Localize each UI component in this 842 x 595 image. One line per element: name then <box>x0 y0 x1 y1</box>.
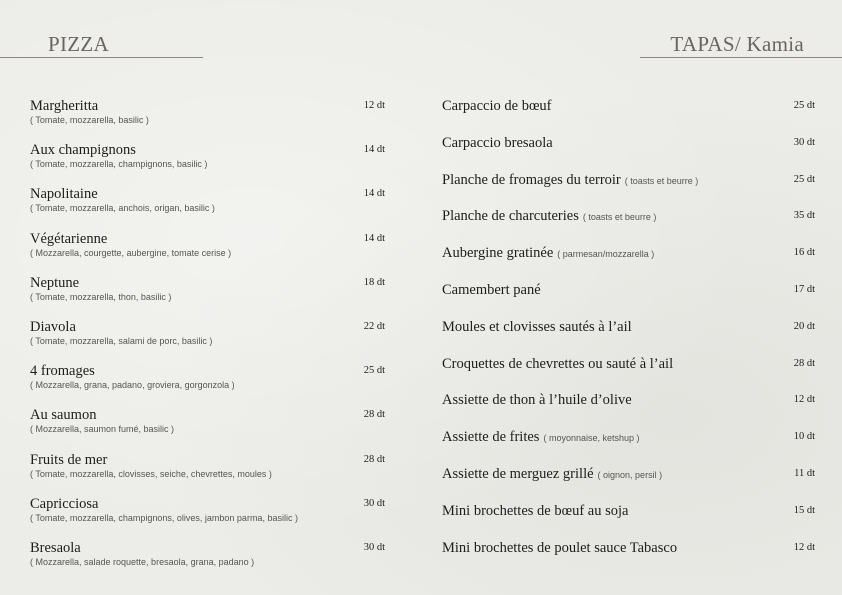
tapas-name: Camembert pané <box>442 281 541 298</box>
pizza-ingredients: ( Tomate, mozzarella, thon, basilic ) <box>30 291 172 302</box>
pizza-ingredients: ( Tomate, mozzarella, champignons, olives, jambon parma, basilic ) <box>30 512 298 523</box>
tapas-name: Croquettes de chevrettes ou sauté à l’ail <box>442 355 674 372</box>
tapas-price: 25 dt <box>793 100 815 111</box>
pizza-name: Capricciosa <box>30 495 99 512</box>
tapas-price: 15 dt <box>793 504 815 516</box>
tapas-menu-item <box>442 318 815 355</box>
pizza-name: Margheritta <box>30 98 99 114</box>
pizza-ingredients: ( Tomate, mozzarella, anchois, origan, basilic ) <box>30 203 215 214</box>
pizza-name: 4 fromages <box>30 363 95 380</box>
pizza-ingredients: ( Mozzarella, saumon fumé, basilic ) <box>30 424 175 435</box>
pizza-menu-item <box>30 230 385 274</box>
pizza-price: 30 dt <box>363 541 385 553</box>
tapas-menu-item <box>442 355 815 392</box>
tapas-menu-item <box>442 97 815 134</box>
pizza-name: Diavola <box>30 318 76 335</box>
pizza-price: 28 dt <box>363 453 385 465</box>
tapas-note: ( toasts et beurre ) <box>582 212 657 223</box>
pizza-price: 22 dt <box>363 320 385 332</box>
pizza-menu-item <box>30 539 385 583</box>
tapas-name: Carpaccio de bœuf <box>442 98 552 114</box>
pizza-ingredients: ( Tomate, mozzarella, basilic ) <box>30 115 149 125</box>
pizza-price: 25 dt <box>363 365 385 377</box>
pizza-ingredients: ( Mozzarella, courgette, aubergine, tomate cerise ) <box>30 247 232 258</box>
pizza-name: Aux champignons <box>30 142 136 159</box>
tapas-menu-item <box>442 465 815 502</box>
pizza-price: 30 dt <box>363 497 385 509</box>
pizza-menu-item <box>30 141 385 185</box>
tapas-name: Assiette de merguez grillé <box>442 465 594 482</box>
pizza-name: Napolitaine <box>30 186 98 203</box>
pizza-ingredients: ( Tomate, mozzarella, clovisses, seiche, chevrettes, moules ) <box>30 468 272 479</box>
tapas-title-divider <box>640 57 842 58</box>
tapas-note: ( parmesan/mozzarella ) <box>557 249 655 260</box>
pizza-section-title: PIZZA <box>48 32 109 56</box>
tapas-menu-list <box>442 97 815 575</box>
tapas-name: Carpaccio bresaola <box>442 134 553 151</box>
pizza-menu-item <box>30 318 385 362</box>
pizza-title-divider <box>0 57 203 58</box>
pizza-ingredients: ( Tomate, mozzarella, salami de porc, basilic ) <box>30 335 213 346</box>
pizza-price: 14 dt <box>363 232 385 244</box>
pizza-price: 14 dt <box>363 144 385 156</box>
tapas-note: ( moyonnaise, ketshup ) <box>543 433 640 444</box>
pizza-menu-item <box>30 495 385 539</box>
pizza-name: Végétarienne <box>30 230 108 247</box>
tapas-name: Planche de fromages du terroir <box>442 171 621 188</box>
pizza-menu-item <box>30 97 385 141</box>
pizza-name: Bresaola <box>30 539 81 556</box>
tapas-price: 30 dt <box>793 136 815 148</box>
tapas-name: Mini brochettes de bœuf au soja <box>442 502 629 519</box>
tapas-price: 12 dt <box>793 541 815 553</box>
tapas-price: 25 dt <box>793 173 815 185</box>
tapas-price: 12 dt <box>793 394 815 406</box>
tapas-menu-item <box>442 502 815 539</box>
tapas-price: 20 dt <box>793 320 815 332</box>
tapas-name: Planche de charcuteries <box>442 208 579 225</box>
tapas-price: 28 dt <box>793 357 815 369</box>
tapas-name: Aubergine gratinée <box>442 245 554 262</box>
pizza-ingredients: ( Tomate, mozzarella, champignons, basilic ) <box>30 159 208 170</box>
pizza-menu-item <box>30 406 385 450</box>
tapas-note: ( toasts et beurre ) <box>624 175 699 186</box>
tapas-price: 16 dt <box>793 247 815 259</box>
tapas-price: 17 dt <box>793 283 815 295</box>
tapas-menu-item <box>442 281 815 318</box>
tapas-menu-item <box>442 207 815 244</box>
pizza-menu-item <box>30 451 385 495</box>
tapas-section-title: TAPAS/ Kamia <box>670 32 804 56</box>
tapas-name: Moules et clovisses sautés à l’ail <box>442 318 632 335</box>
tapas-menu-item <box>442 428 815 465</box>
tapas-name: Mini brochettes de poulet sauce Tabasco <box>442 539 678 556</box>
pizza-price: 12 dt <box>363 100 385 111</box>
tapas-menu-item <box>442 539 815 576</box>
pizza-ingredients: ( Mozzarella, grana, padano, groviera, gorgonzola ) <box>30 380 235 391</box>
tapas-menu-item <box>442 244 815 281</box>
pizza-price: 28 dt <box>363 409 385 421</box>
pizza-menu-item <box>30 362 385 406</box>
pizza-price: 14 dt <box>363 188 385 200</box>
tapas-price: 10 dt <box>793 431 815 443</box>
pizza-menu-item <box>30 274 385 318</box>
pizza-name: Neptune <box>30 274 80 291</box>
tapas-note: ( oignon, persil ) <box>597 469 663 480</box>
tapas-menu-item <box>442 391 815 428</box>
pizza-price: 18 dt <box>363 276 385 288</box>
tapas-name: Assiette de thon à l’huile d’olive <box>442 392 632 409</box>
tapas-price: 11 dt <box>794 467 815 479</box>
tapas-menu-item <box>442 171 815 208</box>
tapas-name: Assiette de frites <box>442 429 540 446</box>
pizza-menu-list <box>30 97 385 583</box>
pizza-name: Au saumon <box>30 407 97 424</box>
pizza-name: Fruits de mer <box>30 451 108 468</box>
pizza-ingredients: ( Mozzarella, salade roquette, bresaola, grana, padano ) <box>30 556 255 567</box>
pizza-menu-item <box>30 185 385 229</box>
tapas-price: 35 dt <box>793 210 815 222</box>
tapas-menu-item <box>442 134 815 171</box>
